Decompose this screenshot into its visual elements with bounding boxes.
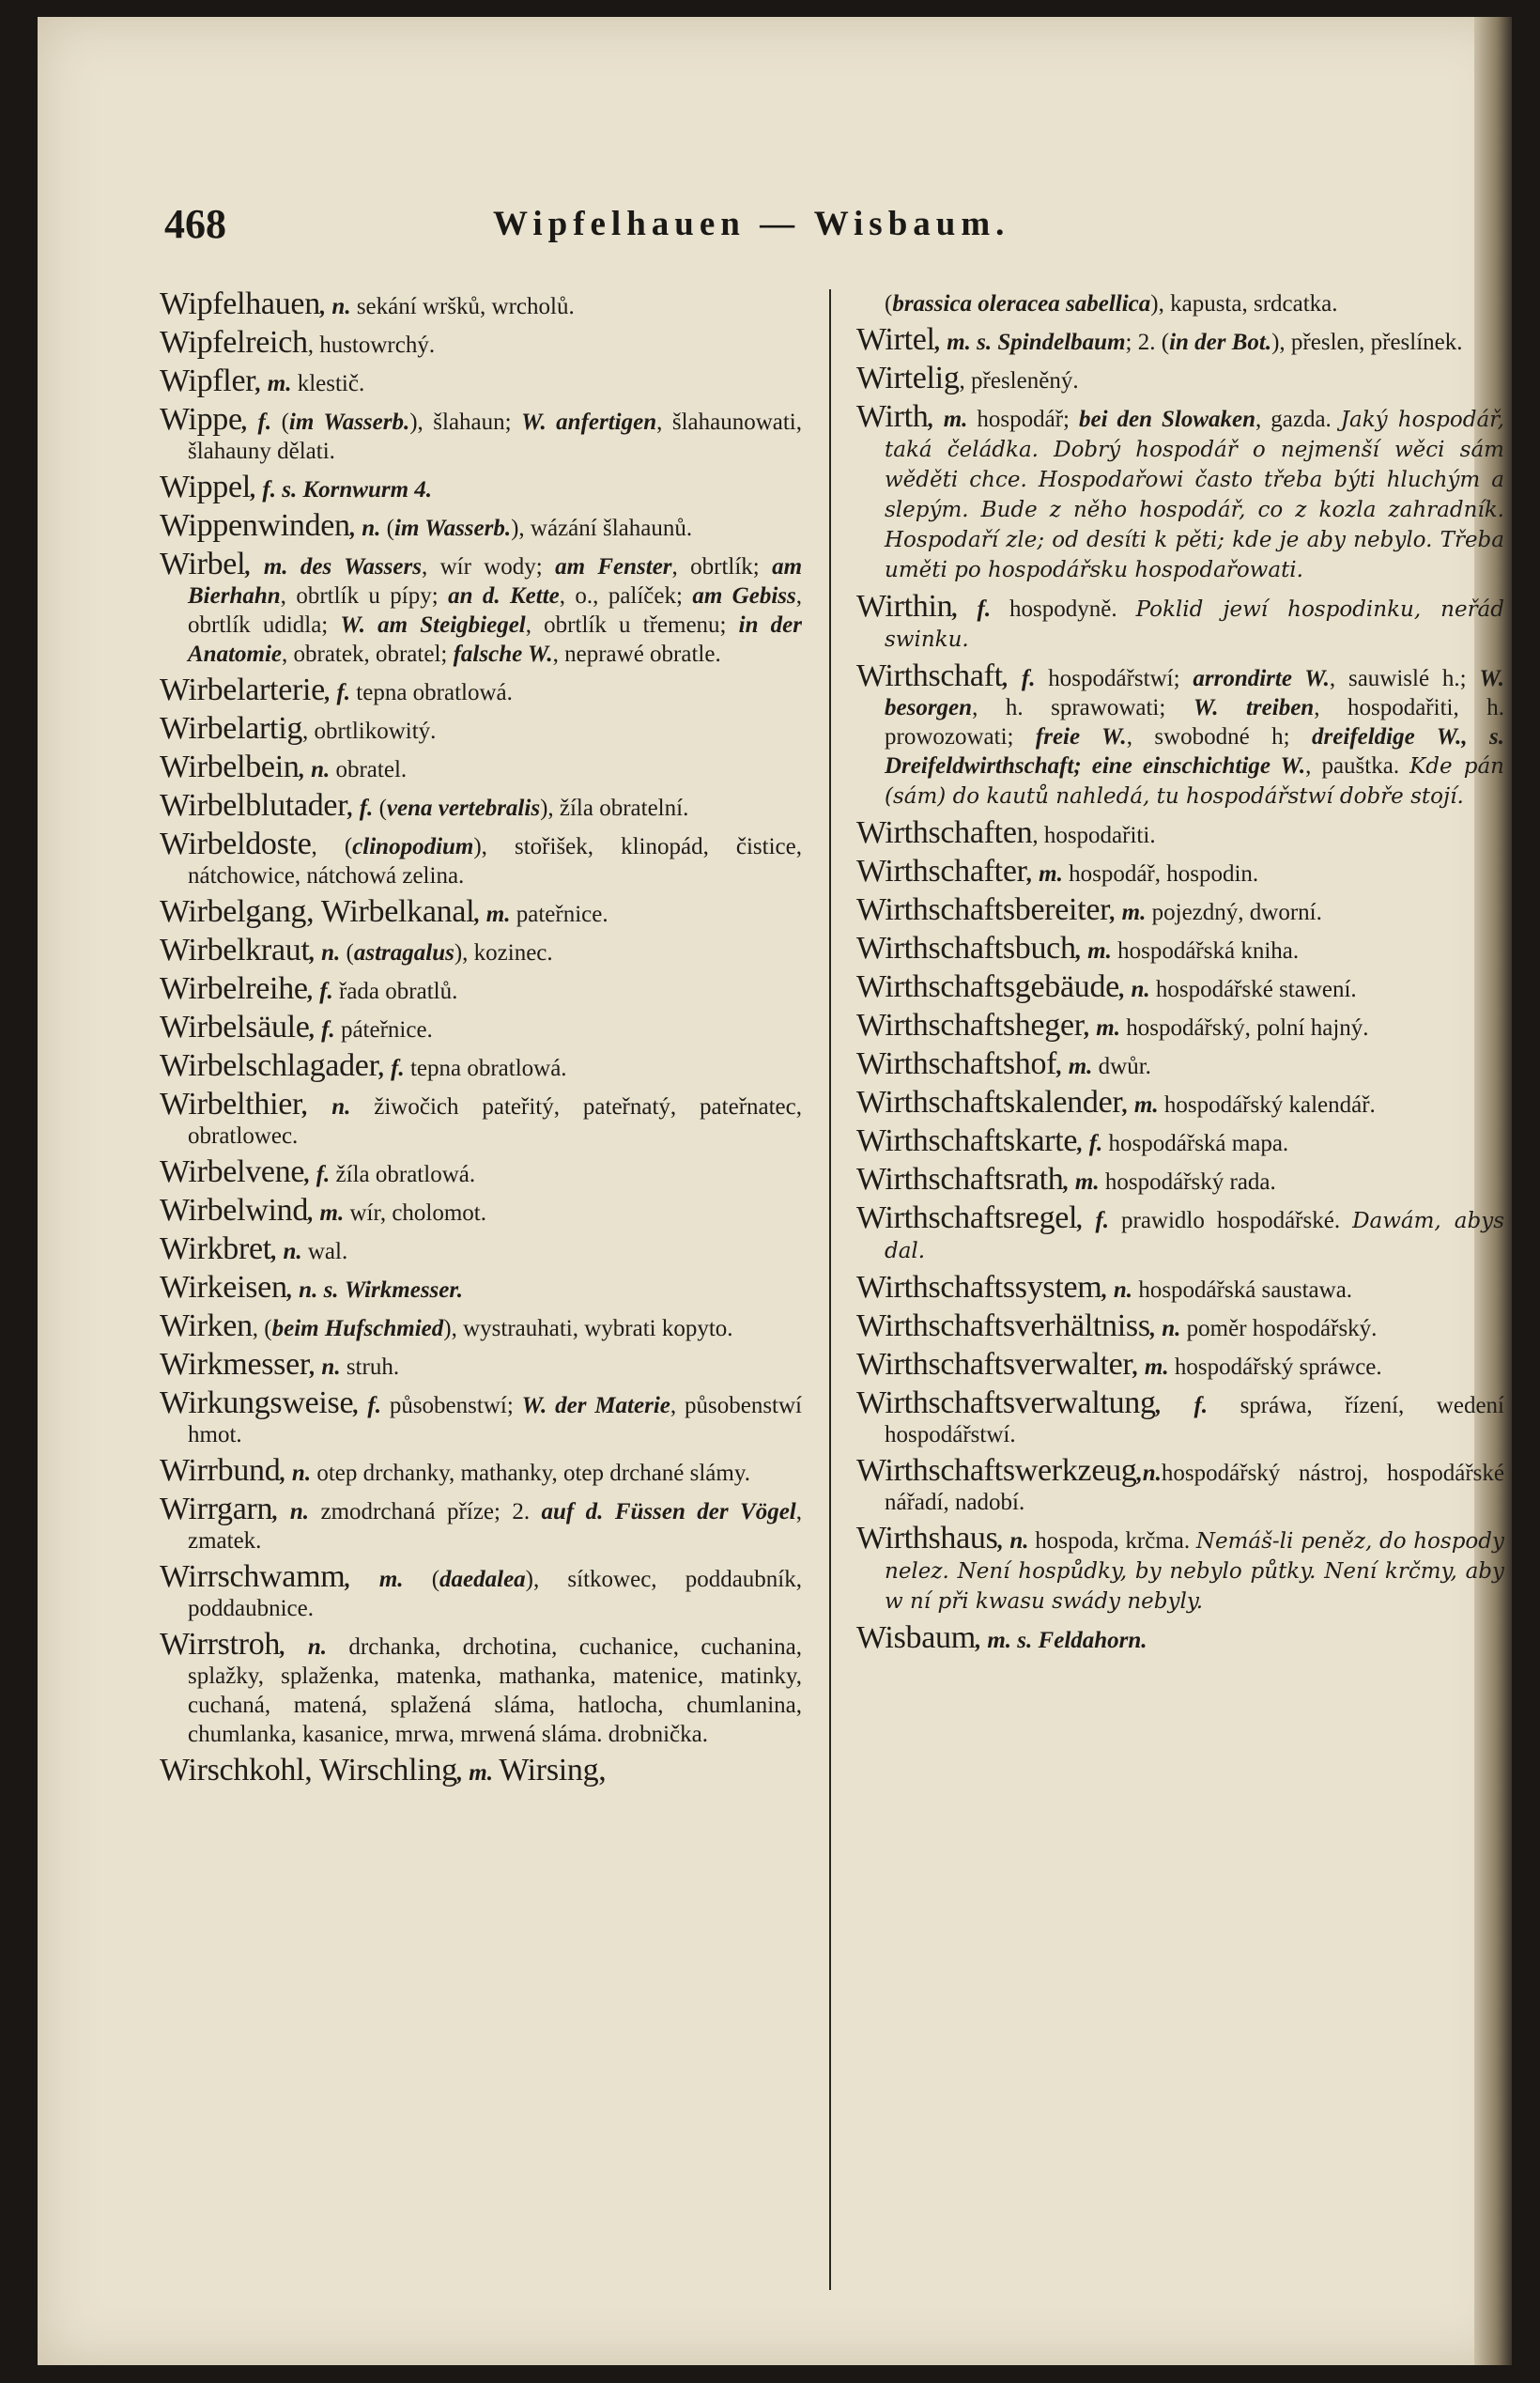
dictionary-entry <box>160 1193 802 1228</box>
german-phrase: Kornwurm 4. <box>302 477 433 503</box>
dictionary-entry <box>160 325 802 360</box>
grammar-label: , n. <box>319 294 351 319</box>
grammar-label: ,n. <box>1136 1461 1162 1486</box>
dictionary-entry <box>160 1385 802 1449</box>
translation-text: , swobodné h; <box>1126 724 1313 750</box>
german-phrase: dreifeldige W., s. Dreifeldwirthschaft; eine einschichtige W. <box>885 724 1504 779</box>
dictionary-entry <box>160 1010 802 1044</box>
german-phrase: clinopodium <box>352 834 474 859</box>
headword: Wirthschaftswerkzeug <box>856 1453 1137 1488</box>
translation-text: prawidlo hospodářské. <box>1109 1208 1353 1233</box>
german-phrase: Feldahorn. <box>1038 1628 1147 1653</box>
headword: Wirbelschlagader <box>160 1048 379 1083</box>
translation-text: , obrtlík; <box>671 554 773 580</box>
translation-text: ), kozinec. <box>454 940 553 966</box>
dictionary-entry <box>856 399 1504 585</box>
translation-text <box>288 554 300 580</box>
translation-text: spráwa, řízení, wedení hospodářstwí. <box>885 1393 1504 1447</box>
headword: Wirthschaftshof <box>856 1046 1057 1081</box>
german-phrase: W. treiben <box>1193 695 1315 720</box>
translation-text: , přesleněný. <box>959 368 1079 394</box>
dictionary-entry <box>160 971 802 1006</box>
dictionary-entry <box>856 1347 1504 1382</box>
headword: Wirrschwamm <box>160 1559 346 1594</box>
grammar-label: , m. <box>1056 1054 1093 1079</box>
headword: Wirbelkraut <box>160 933 310 967</box>
grammar-label: , f. <box>353 1393 381 1418</box>
dictionary-entry <box>160 894 802 929</box>
grammar-label: , n. <box>1149 1316 1181 1341</box>
translation-text: , h. sprawowati; <box>972 695 1194 720</box>
headword: Wirbelsäule <box>160 1010 310 1044</box>
headword: Wippenwinden <box>160 508 350 543</box>
columns <box>160 289 1512 2299</box>
grammar-label: , n. <box>299 757 331 782</box>
grammar-label: , n. <box>270 1239 302 1264</box>
grammar-label: , n. <box>309 1354 341 1380</box>
dictionary-entry <box>160 1753 802 1787</box>
grammar-label: , m. <box>245 554 288 580</box>
headword: Wirbelwind <box>160 1193 309 1228</box>
headword: Wirtelig <box>856 361 960 395</box>
translation-text: sekání wršků, wrcholů. <box>350 294 575 319</box>
dictionary-entry <box>160 1494 802 1555</box>
headword: Wirthschaftskalender <box>856 1085 1123 1120</box>
german-phrase: vena vertebralis <box>386 796 541 821</box>
german-phrase: Wirkmesser. <box>344 1277 463 1303</box>
dictionary-entry <box>856 854 1504 889</box>
translation-text: , obratek, obratel; <box>282 642 454 667</box>
german-phrase: W. der Materie <box>521 1393 670 1418</box>
dictionary-entry <box>160 366 802 398</box>
translation-text: hospodyně. <box>991 596 1136 622</box>
translation-text: ), sítkowec, poddaubník, poddaubnice. <box>188 1567 802 1621</box>
grammar-label: , m. <box>1063 1169 1100 1195</box>
german-phrase: astragalus <box>353 940 454 966</box>
grammar-label: , n. <box>280 1461 312 1486</box>
german-phrase: daedalea <box>439 1567 526 1592</box>
dictionary-entry <box>160 711 802 746</box>
translation-text: pateřnice. <box>510 902 608 927</box>
translation-text: ( <box>340 940 354 966</box>
grammar-label: , n. <box>280 1634 327 1660</box>
dictionary-entry <box>160 1453 802 1488</box>
dictionary-entry <box>856 931 1504 966</box>
dictionary-entry <box>160 1154 802 1189</box>
translation-text: , působenstwí hmot. <box>188 1393 802 1447</box>
headword: Wirken <box>160 1308 253 1343</box>
translation-text: ; 2. ( <box>1125 330 1170 355</box>
translation-text: ( <box>373 796 387 821</box>
dictionary-entry <box>856 1453 1504 1517</box>
german-phrase: Spindelbaum <box>997 330 1126 355</box>
dictionary-entry <box>856 1085 1504 1120</box>
headword: Wirth <box>856 399 929 434</box>
dictionary-entry <box>160 1087 802 1151</box>
translation-text: tepna obratlowá. <box>404 1056 567 1081</box>
grammar-label: , f. <box>1155 1393 1209 1418</box>
headword: Wirbelreihe <box>160 971 308 1006</box>
grammar-label: , m. <box>345 1567 404 1592</box>
german-phrase: beim Hufschmied <box>271 1316 444 1341</box>
german-phrase: arrondirte W. <box>1193 666 1330 691</box>
translation-text: , hospodařiti, h. prowozowati; <box>885 695 1504 750</box>
dictionary-entry <box>160 788 802 823</box>
grammar-label: , n. <box>272 1499 310 1524</box>
headword: Wirthschaftsbuch <box>856 931 1076 966</box>
headword: Wirbelthier <box>160 1087 303 1122</box>
german-phrase: an d. Kette <box>448 583 560 609</box>
grammar-label: , n. s. <box>286 1277 339 1303</box>
translation-text: hospodářský spráwce. <box>1168 1354 1382 1380</box>
translation-text: hospodářský rada. <box>1099 1169 1276 1195</box>
page-number: 468 <box>164 201 226 247</box>
headword: Wirthschaftsgebäude <box>856 969 1119 1004</box>
grammar-label: , f. <box>1002 666 1036 691</box>
translation-text: obratel. <box>330 757 408 782</box>
headword: Wirthschaftsheger <box>856 1008 1085 1043</box>
headword: Wirrbund <box>160 1453 281 1488</box>
example-text: Kde pán (sám) do kautů nahledá, tu hospodářstwí dobře stojí. <box>885 754 1504 809</box>
translation-text: , obrtlík udidla; <box>188 583 802 638</box>
headword: Wirthschaftsregel <box>856 1200 1078 1235</box>
translation-text: , neprawé obratle. <box>552 642 721 667</box>
dictionary-entry <box>160 472 802 504</box>
dictionary-entry <box>160 1048 802 1083</box>
translation-text: struh. <box>340 1354 400 1380</box>
headword: Wirrstroh <box>160 1627 281 1662</box>
translation-text: , obrtlík u pípy; <box>280 583 449 609</box>
dictionary-entry <box>160 1308 802 1343</box>
translation-text: hospodářský, polní hajný. <box>1119 1015 1369 1041</box>
grammar-label: , m. <box>1132 1354 1169 1380</box>
running-head: Wipfelhauen — Wisbaum. <box>493 205 1010 243</box>
translation-text: hospodářský nástroj, hospodářské nářadí, nadobí. <box>885 1461 1504 1515</box>
german-phrase: auf d. Füssen der Vögel <box>541 1499 796 1524</box>
headword: Wirbeldoste <box>160 827 312 861</box>
dictionary-entry <box>160 508 802 543</box>
translation-text: drchanka, drchotina, cuchanice, cuchanina, splažky, splaženka, matenka, mathanka, matenice, matinky, cuchaná, matená, splažená sláma, hatlocha, chumlanina, chumlanka, kasanice, mrwa, mrwená sláma. drobnička. <box>188 1634 802 1747</box>
dictionary-entry <box>856 361 1504 395</box>
translation-text: , hospodařiti. <box>1032 823 1156 848</box>
dictionary-entry <box>160 933 802 967</box>
headword: Wirbelartig <box>160 711 303 746</box>
translation-text: , šlahaunowati, šlahauny dělati. <box>188 410 802 464</box>
translation-text: tepna obratlowá. <box>350 680 513 705</box>
translation-text: pojezdný, dworní. <box>1146 900 1322 925</box>
german-phrase: am Fenster <box>555 554 672 580</box>
translation-text: , ( <box>311 834 353 859</box>
grammar-label: , f. <box>304 1162 331 1187</box>
dictionary-entry <box>160 829 802 890</box>
headword: Wirkungsweise <box>160 1385 354 1420</box>
dictionary-entry <box>160 1627 802 1749</box>
left-column <box>160 289 802 2299</box>
translation-text: wír, cholomot. <box>344 1200 487 1226</box>
headword: Wirthschaftskarte <box>856 1123 1078 1158</box>
translation-text: hospodářské stawení. <box>1149 977 1357 1002</box>
german-phrase: falsche W. <box>453 642 553 667</box>
translation-text: řada obratlů. <box>332 979 458 1004</box>
headword: Wisbaum <box>856 1620 976 1655</box>
dictionary-entry <box>856 589 1504 655</box>
translation-text: hospodářská kniha. <box>1111 938 1300 964</box>
translation-text: hospodář, hospodin. <box>1062 861 1259 887</box>
translation-text: , sauwislé h.; <box>1329 666 1480 691</box>
german-phrase: in der Bot. <box>1169 330 1272 355</box>
german-phrase: W. am Steigbiegel <box>340 612 526 638</box>
translation-text: ), kapusta, srdcatka. <box>1150 291 1338 317</box>
grammar-label: , n. <box>349 516 381 541</box>
grammar-label: , f. <box>1077 1131 1103 1156</box>
translation-text: ), šlahaun; <box>409 410 522 435</box>
grammar-label: , n. <box>997 1528 1029 1554</box>
grammar-label: , m. s. <box>934 330 993 355</box>
dictionary-page <box>38 17 1512 2365</box>
translation-text: hospodářský kalendář. <box>1158 1092 1376 1118</box>
dictionary-entry <box>856 1270 1504 1305</box>
headword: Wirkeisen <box>160 1270 287 1305</box>
grammar-label: , f. <box>307 979 333 1004</box>
headword: Wippe <box>160 402 242 437</box>
grammar-label: , f. <box>241 410 272 435</box>
grammar-label: , m. <box>1110 900 1147 925</box>
translation-text: poměr hospodářský. <box>1180 1316 1378 1341</box>
grammar-label: , f. <box>378 1056 405 1081</box>
translation-text: , zmatek. <box>188 1499 802 1554</box>
headword: Wipfler <box>160 364 256 398</box>
translation-text: , pauštka. <box>1305 753 1410 779</box>
headword: Wirkmesser <box>160 1347 310 1382</box>
german-phrase: im Wasserb. <box>288 410 410 435</box>
headword: Wirbel <box>160 547 246 581</box>
headword: Wirschkohl, Wirschling <box>160 1753 457 1787</box>
headword: Wirthschaftsbereiter <box>856 892 1111 927</box>
headword: Wirthschaftsverwalter <box>856 1347 1133 1382</box>
translation-text: ), wystrauhati, wybrati kopyto. <box>443 1316 733 1341</box>
dictionary-entry <box>160 289 802 321</box>
grammar-label: , m. <box>456 1760 493 1786</box>
headword: Wirkbret <box>160 1231 271 1266</box>
example-text: Poklid jewí hospodinku, neřád swinku. <box>885 597 1504 652</box>
translation-text: ( <box>271 410 289 435</box>
translation-text: ( <box>403 1567 440 1592</box>
dictionary-entry <box>856 1123 1504 1158</box>
grammar-label: , f. <box>324 680 351 705</box>
dictionary-entry <box>856 658 1504 812</box>
headword: Wirthshaus <box>856 1521 998 1555</box>
german-phrase: im Wasserb. <box>394 516 512 541</box>
dictionary-entry <box>856 1046 1504 1081</box>
dictionary-entry <box>160 675 802 707</box>
grammar-label: , f. <box>952 596 992 622</box>
dictionary-entry <box>160 1270 802 1305</box>
grammar-label: , m. <box>1084 1015 1120 1041</box>
grammar-label: , m. <box>928 407 968 432</box>
dictionary-entry <box>856 969 1504 1004</box>
translation-text: působenstwí; <box>380 1393 522 1418</box>
example-text: Dawám, abys dal. <box>885 1209 1504 1263</box>
translation-text: dwůr. <box>1092 1054 1151 1079</box>
headword: Wirthschaften <box>856 815 1033 850</box>
example-text: Nemáš-li peněz, do hospody nelez. Není hospůdky, by nebylo půtky. Není krčmy, aby w ní při kwasu swády nebyly. <box>885 1529 1504 1614</box>
headword: Wirthschaftssystem <box>856 1270 1102 1305</box>
headword: Wirthschaftsverhältniss <box>856 1308 1150 1343</box>
column-rule <box>829 289 831 2290</box>
headword: Wippel <box>160 470 251 504</box>
grammar-label: , m. <box>308 1200 345 1226</box>
dictionary-entry <box>856 1620 1504 1655</box>
german-phrase: brassica oleracea sabellica <box>892 291 1151 317</box>
dictionary-entry <box>856 1308 1504 1343</box>
dictionary-entry <box>856 1200 1504 1266</box>
translation-text: ), žíla obratelní. <box>540 796 689 821</box>
headword: Wipfelreich <box>160 325 308 360</box>
german-phrase: am Gebiss <box>692 583 796 609</box>
translation-text: , wír wody; <box>421 554 556 580</box>
translation-text: , o., palíček; <box>559 583 693 609</box>
translation-text: , gazda. <box>1255 407 1341 432</box>
grammar-label: , n. <box>1118 977 1150 1002</box>
headword: Wirthin <box>856 589 953 624</box>
translation-text: hospodář; <box>967 407 1079 432</box>
dictionary-entry <box>856 1162 1504 1197</box>
grammar-label: , f. <box>1077 1208 1110 1233</box>
headword: Wirthschafter <box>856 854 1027 889</box>
headword: Wirthschaftsrath <box>856 1162 1064 1197</box>
dictionary-entry <box>160 752 802 784</box>
translation-text: zmodrchaná příze; 2. <box>309 1499 542 1524</box>
dictionary-entry <box>160 549 802 669</box>
headword: Wirrgarn <box>160 1492 273 1526</box>
german-phrase: bei den Slowaken <box>1078 407 1256 432</box>
grammar-label: , m. <box>1075 938 1112 964</box>
dictionary-entry <box>856 322 1504 357</box>
translation-text: , ( <box>252 1316 272 1341</box>
translation-text: ), wázání šlahaunů. <box>511 516 693 541</box>
grammar-label: , m. s. <box>975 1628 1033 1653</box>
german-phrase: des Wassers <box>300 554 422 580</box>
translation-text: hospodářská mapa. <box>1102 1131 1289 1156</box>
headword: Wirbelbein <box>160 750 300 784</box>
grammar-label: , f. <box>309 1017 335 1043</box>
german-phrase: W. anfertigen <box>521 410 657 435</box>
grammar-label: , m. <box>474 902 511 927</box>
translation-text: hospodářská saustawa. <box>1132 1277 1353 1303</box>
dictionary-entry <box>160 1559 802 1623</box>
grammar-label: , m. <box>1026 861 1063 887</box>
german-phrase: W. besorgen <box>885 666 1504 720</box>
translation-text: ( <box>885 291 893 317</box>
dictionary-entry <box>856 815 1504 850</box>
headword: Wirthschaftsverwaltung <box>856 1385 1156 1420</box>
headword: Wipfelhauen <box>160 289 320 321</box>
grammar-label: , m. <box>1122 1092 1159 1118</box>
dictionary-entry <box>856 1385 1504 1449</box>
dictionary-entry <box>160 1347 802 1382</box>
grammar-label: , n. <box>309 940 341 966</box>
german-phrase: am Bierhahn <box>188 554 802 609</box>
grammar-label: , m. <box>255 371 292 396</box>
headword: Wirbelvene <box>160 1154 305 1189</box>
headword: Wirbelarterie <box>160 673 325 707</box>
translation-text: páteřnice. <box>334 1017 433 1043</box>
headword: Wirtel <box>856 322 935 357</box>
translation-text: wal. <box>301 1239 348 1264</box>
grammar-label: , n. <box>302 1094 351 1120</box>
grammar-label: , n. <box>1101 1277 1133 1303</box>
page-header <box>164 200 1517 256</box>
headword: Wirthschaft <box>856 658 1003 693</box>
translation-text: , hustowrchý. <box>307 333 436 358</box>
translation-text: žíla obratlowá. <box>330 1162 476 1187</box>
dictionary-entry <box>856 892 1504 927</box>
translation-text: ), přeslen, přeslínek. <box>1271 330 1463 355</box>
dictionary-entry <box>160 1231 802 1266</box>
translation-text: otep drchanky, mathanky, otep drchané slámy. <box>311 1461 750 1486</box>
translation-text: ( <box>380 516 394 541</box>
translation-text: hospoda, krčma. <box>1028 1528 1196 1554</box>
example-text: Jaký hospodář, taká čeládka. Dobrý hospodář o nejmenší wěci sám wěděti chce. Hospodařowi často třeba býti hluchým a slepým. Bude z něho hospodář, co z kozla zahradník. Hospodaří zle; od desíti k pěti; kde je aby nebylo. Třeba uměti po hospodářsku hospodařowati. <box>885 408 1504 582</box>
headword: Wirbelgang, Wirbelkanal <box>160 894 475 929</box>
translation-text: , obrtlikowitý. <box>302 719 437 744</box>
translation-text: žiwočich pateřitý, pateřnatý, pateřnatec, obratlowec. <box>188 1094 802 1149</box>
dictionary-entry <box>160 402 802 466</box>
german-phrase: freie W. <box>1035 724 1127 750</box>
translation-text: , obrtlík u třemenu; <box>525 612 739 638</box>
translation-text: hospodářstwí; <box>1035 666 1194 691</box>
german-phrase: in der Anatomie <box>188 612 802 667</box>
translation-text: klestič. <box>291 371 365 396</box>
dictionary-entry <box>856 1521 1504 1617</box>
translation-text: ), stořišek, klinopád, čistice, nátchowice, nátchowá zelina. <box>188 834 802 889</box>
dictionary-entry <box>856 1008 1504 1043</box>
grammar-label: , f. s. <box>250 477 298 503</box>
right-column <box>856 289 1504 2299</box>
headword-text: Wirsing, <box>499 1753 607 1787</box>
dictionary-entry <box>856 289 1504 318</box>
grammar-label: , f. <box>347 796 374 821</box>
headword: Wirbelblutader <box>160 788 348 823</box>
